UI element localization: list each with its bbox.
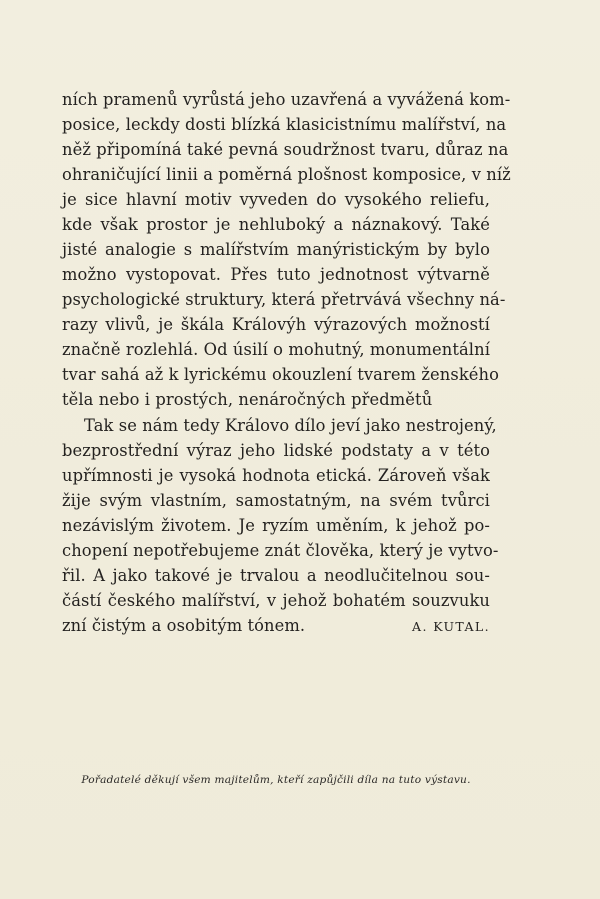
text-line: je sice hlavní motiv vyveden do vysokého reliefu,	[62, 190, 490, 209]
text-line: možno vystopovat. Přes tuto jednotnost výtvarně	[62, 265, 490, 284]
text-line: řil. A jako takové je trvalou a neodlučitelnou sou-	[62, 566, 490, 585]
text-line: něž připomíná také pevná soudržnost tvaru, důraz na	[62, 140, 509, 159]
text-line: razy vlivů, je škála Královýh výrazových možností	[62, 315, 490, 334]
text-line: Tak se nám tedy Královo dílo jeví jako nestrojený,	[84, 416, 497, 435]
text-line: těla nebo i prostých, nenáročných předmětů	[62, 390, 433, 409]
closing-line	[62, 614, 490, 638]
acknowledgement-note: Pořadatelé děkují všem majitelům, kteří zapůjčili díla na tuto výstavu.	[81, 774, 471, 786]
text-line: kde však prostor je nehluboký a náznakový. Také	[62, 215, 490, 234]
text-line: značně rozlehlá. Od úsilí o mohutný, monumentální	[62, 340, 490, 359]
text-line: žije svým vlastním, samostatným, na svém tvůrci	[62, 491, 490, 510]
text-line: částí českého malířství, v jehož bohatém souzvuku	[62, 591, 490, 610]
author-signature: A. KUTAL.	[412, 619, 490, 634]
text-line: nezávislým životem. Je ryzím uměním, k jehož po-	[62, 516, 490, 535]
text-line: bezprostřední výraz jeho lidské podstaty a v této	[62, 441, 490, 460]
text-line: ohraničující linii a poměrná plošnost komposice, v níž	[62, 165, 511, 184]
text-line: upřímnosti je vysoká hodnota etická. Zároveň však	[62, 466, 490, 485]
text-line: zní čistým a osobitým tónem.	[62, 616, 306, 635]
text-line: ních pramenů vyrůstá jeho uzavřená a vyvážená kom-	[62, 90, 511, 109]
text-line: jisté analogie s malířstvím manýristickým by bylo	[62, 240, 490, 259]
text-line: chopení nepotřebujeme znát člověka, který je vytvo-	[62, 541, 499, 560]
text-line: posice, leckdy dosti blízká klasicistnímu malířství, na	[62, 115, 507, 134]
text-line: psychologické struktury, která přetrvává všechny ná-	[62, 290, 506, 309]
text-line: tvar sahá až k lyrickému okouzlení tvarem ženského	[62, 365, 500, 384]
